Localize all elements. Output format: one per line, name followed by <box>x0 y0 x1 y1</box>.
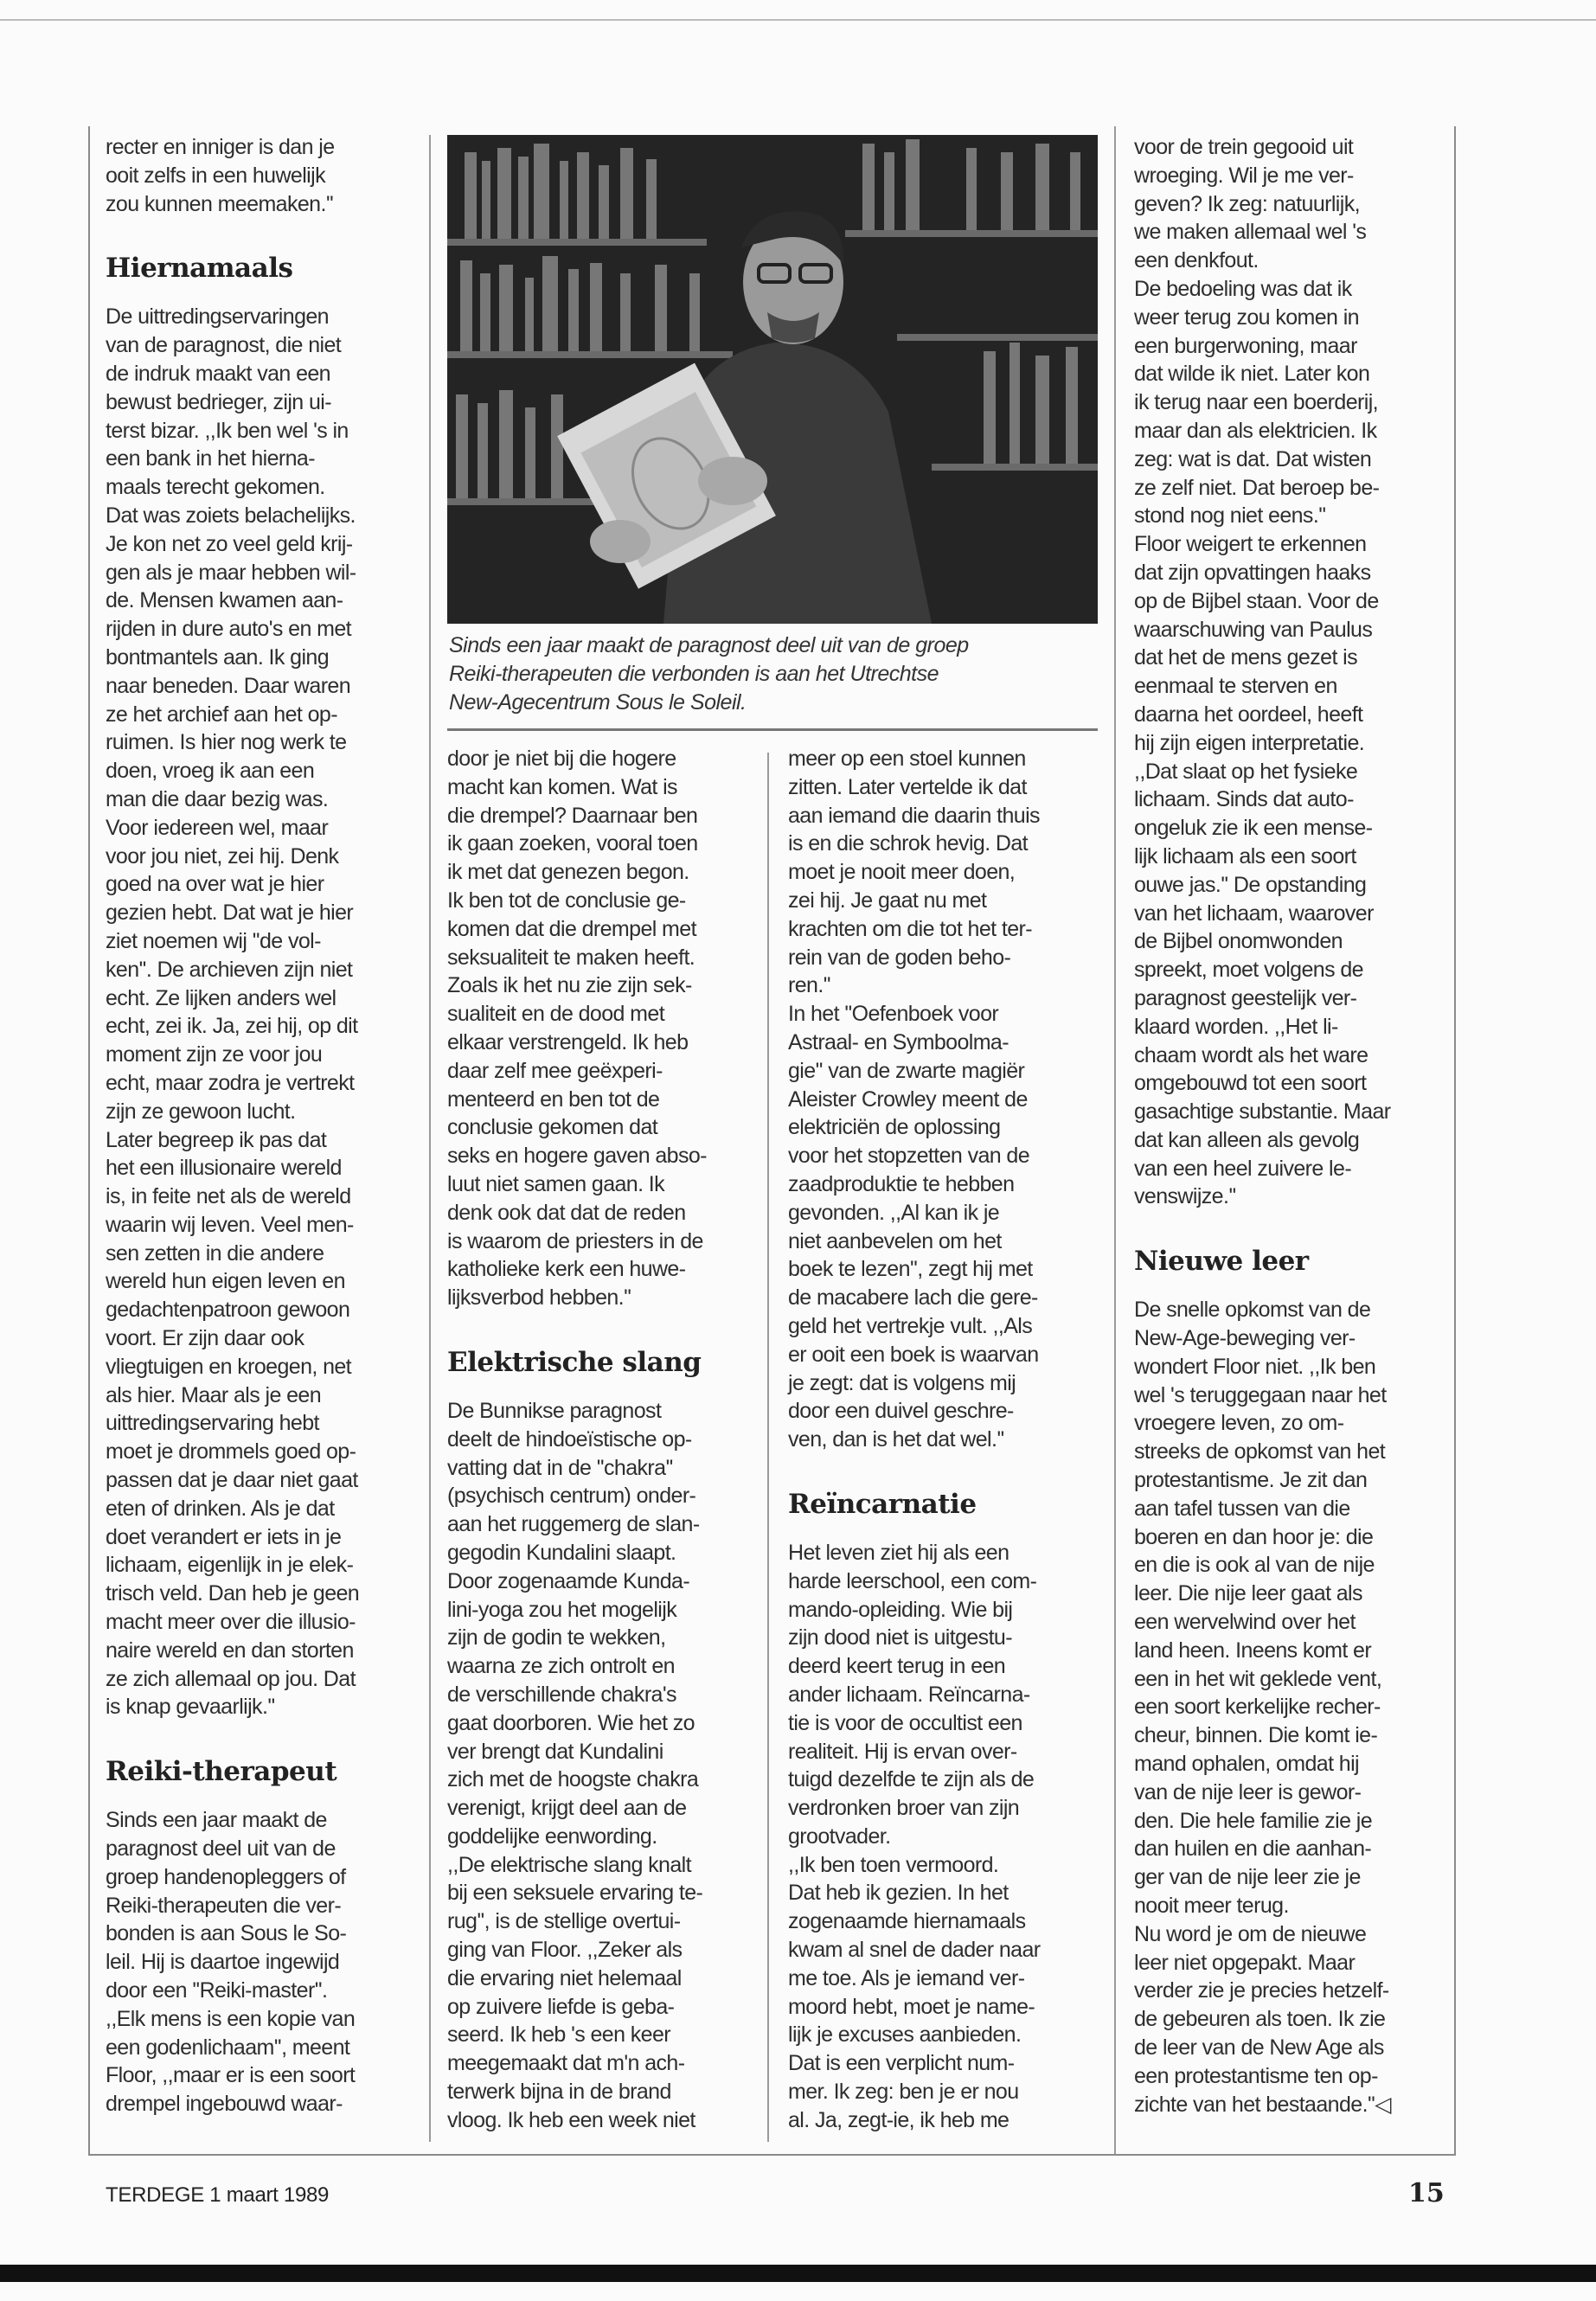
body-text-line: gegodin Kundalini slaapt. <box>447 1540 676 1565</box>
article-column-2 <box>447 745 759 2135</box>
body-text-line: er ooit een boek is waarvan <box>788 1342 1039 1367</box>
body-text-line: van de paragnost, die niet <box>106 333 342 358</box>
body-text-line: zich met de hoogste chakra <box>447 1767 699 1792</box>
body-text-line: Dat is een verplicht num- <box>788 2051 1015 2076</box>
body-text-line: aan tafel tussen van die <box>1134 1496 1350 1521</box>
body-text-line: sualiteit en de dood met <box>447 1002 665 1027</box>
body-text-line: tie is voor de occultist een <box>788 1710 1022 1735</box>
body-text-line: De snelle opkomst van de <box>1134 1298 1371 1323</box>
body-text-line: me toe. Als je iemand ver- <box>788 1965 1025 1990</box>
body-text-line: (psychisch centrum) onder- <box>447 1484 696 1509</box>
body-text-line: macht meer over die illusio- <box>106 1610 356 1635</box>
body-text-line: hij zijn eigen interpretatie. <box>1134 730 1365 755</box>
body-text-line: echt, maar zodra je vertrekt <box>106 1070 355 1095</box>
body-text-line: ging van Floor. ,,Zeker als <box>447 1938 683 1963</box>
body-text-line: zijn ze gewoon lucht. <box>106 1099 296 1124</box>
body-text-line: seks en hogere gaven abso- <box>447 1144 707 1169</box>
body-text-line: vroegere leven, zo om- <box>1134 1411 1344 1436</box>
article-column-4 <box>1134 133 1445 2118</box>
body-text-line: een bank in het hierna- <box>106 446 315 471</box>
body-text-line: Aleister Crowley meent de <box>788 1086 1028 1112</box>
body-text-line: voor het stopzetten van de <box>788 1144 1030 1169</box>
body-text-line: ,,Dat slaat op het fysieke <box>1134 759 1358 784</box>
body-text-line: geven? Ik zeg: natuurlijk, <box>1134 191 1360 216</box>
body-text-line: In het ''Oefenboek voor <box>788 1002 999 1027</box>
body-text-line: Door zogenaamde Kunda- <box>447 1568 690 1593</box>
body-text-line: ouwe jas.'' De opstanding <box>1134 872 1367 897</box>
body-text-line: leil. Hij is daartoe ingewijd <box>106 1950 340 1975</box>
caption-line: New-Agecentrum Sous le Soleil. <box>449 690 747 715</box>
body-text-line: een soort kerkelijke recher- <box>1134 1695 1381 1720</box>
body-text-line: mando-opleiding. Wie bij <box>788 1597 1013 1622</box>
body-text-line: de Bijbel onomwonden <box>1134 929 1343 954</box>
body-text-line: door een ''Reiki-master''. <box>106 1978 328 2003</box>
body-text-line: kwam al snel de dader naar <box>788 1938 1041 1963</box>
body-text-line: spreekt, moet volgens de <box>1134 958 1363 983</box>
body-text-line: elektriciën de oplossing <box>788 1115 1001 1140</box>
body-text-line: nooit meer terug. <box>1134 1894 1289 1919</box>
body-text-line: Sinds een jaar maakt de <box>106 1808 327 1833</box>
body-text-line: drempel ingebouwd waar- <box>106 2092 343 2117</box>
body-text-line: luut niet samen gaan. Ik <box>447 1171 665 1196</box>
body-text-line: voort. Er zijn daar ook <box>106 1326 304 1351</box>
photo-caption <box>449 631 1106 717</box>
body-text-line: tuigd dezelfde te zijn als de <box>788 1767 1035 1792</box>
body-text-line: maals terecht gekomen. <box>106 475 325 500</box>
body-text-line: is en die schrok hevig. Dat <box>788 831 1029 856</box>
body-text-line: waarin wij leven. Veel men- <box>106 1212 354 1237</box>
body-text-line: New-Age-beweging ver- <box>1134 1326 1356 1351</box>
body-text-line: op de Bijbel staan. Voor de <box>1134 588 1379 613</box>
body-text-line: realiteit. Hij is ervan over- <box>788 1739 1017 1764</box>
body-text-line: Nu word je om de nieuwe <box>1134 1921 1367 1946</box>
page-number: 15 <box>1408 2178 1445 2208</box>
body-text-line: Floor weigert te erkennen <box>1134 532 1367 557</box>
body-text-line: mand ophalen, omdat hij <box>1134 1752 1359 1777</box>
body-text-line: ver brengt dat Kundalini <box>447 1739 663 1764</box>
body-text-line: dat zijn opvattingen haaks <box>1134 560 1371 585</box>
body-text-line: Reiki-therapeuten die ver- <box>106 1893 342 1918</box>
body-text-line: eten of drinken. Als je dat <box>106 1496 335 1521</box>
body-text-line: mer. Ik zeg: ben je er nou <box>788 2080 1019 2105</box>
publication-footer: TERDEGE 1 maart 1989 <box>106 2183 330 2207</box>
body-text-line: rijden in dure auto's en met <box>106 617 351 642</box>
body-text-line: ren.'' <box>788 973 831 998</box>
body-text-line: bonden is aan Sous le So- <box>106 1921 347 1946</box>
body-text-line: terst bizar. ,,Ik ben wel 's in <box>106 418 349 443</box>
column-rule <box>429 135 431 2142</box>
body-text-line: uittredingservaring hebt <box>106 1411 319 1436</box>
body-text-line: de verschillende chakra's <box>447 1682 676 1707</box>
body-text-line: wel 's teruggegaan naar het <box>1134 1382 1387 1407</box>
body-text-line: goddelijke eenwording. <box>447 1823 657 1849</box>
body-text-line: ,,Elk mens is een kopie van <box>106 2006 356 2031</box>
body-text-line: dat kan alleen als gevolg <box>1134 1127 1360 1152</box>
body-text-line: zogenaamde hiernamaals <box>788 1909 1026 1934</box>
body-text-line: de indruk maakt van een <box>106 361 330 386</box>
body-text-line: boek te lezen'', zegt hij met <box>788 1257 1033 1282</box>
body-text-line: komen dat die drempel met <box>447 916 696 941</box>
body-text-line: voor jou niet, zei hij. Denk <box>106 843 339 868</box>
body-text-line: wroeging. Wil je me ver- <box>1134 163 1354 188</box>
photo-man-with-book-icon <box>447 135 1098 624</box>
body-text-line: die ervaring niet helemaal <box>447 1965 682 1990</box>
body-text-line: menteerd en ben tot de <box>447 1086 660 1112</box>
body-text-line: ken''. De archieven zijn niet <box>106 957 353 982</box>
body-text-line: een protestantisme ten op- <box>1134 2063 1378 2088</box>
body-text-line: moet je nooit meer doen, <box>788 860 1016 885</box>
body-text-line: vloog. Ik heb een week niet <box>447 2107 695 2132</box>
body-text-line: als hier. Maar als je een <box>106 1382 322 1407</box>
body-text-line: moment zijn ze voor jou <box>106 1042 323 1067</box>
body-text-line: omgebouwd tot een soort <box>1134 1071 1367 1096</box>
article-column-1 <box>106 133 417 2118</box>
body-text-line: ander lichaam. Reïncarna- <box>788 1682 1030 1707</box>
body-text-line: doet verandert er iets in je <box>106 1524 342 1549</box>
section-heading: Nieuwe leer <box>1134 1246 1309 1278</box>
body-text-line: Dat was zoiets belachelijks. <box>106 503 356 528</box>
body-text-line: bontmantels aan. Ik ging <box>106 644 330 670</box>
body-text-line: waarschuwing van Paulus <box>1134 617 1373 642</box>
body-text-line: meer op een stoel kunnen <box>788 747 1026 771</box>
body-text-line: lijksverbod hebben.'' <box>447 1285 631 1311</box>
body-text-line: denk ook dat dat de reden <box>447 1200 686 1225</box>
body-text-line: wondert Floor niet. ,,Ik ben <box>1134 1354 1376 1379</box>
body-text-line: ooit zelfs in een huwelijk <box>106 163 325 188</box>
body-text-line: echt, zei ik. Ja, zei hij, op dit <box>106 1014 358 1039</box>
body-text-line: ik met dat genezen begon. <box>447 860 689 885</box>
body-text-line: de gebeuren als toen. Ik zie <box>1134 2007 1386 2032</box>
body-text-line: klaard worden. ,,Het li- <box>1134 1014 1338 1039</box>
body-text-line: Het leven ziet hij als een <box>788 1540 1010 1565</box>
caption-rule <box>447 728 1098 731</box>
body-text-line: zeg: wat is dat. Dat wisten <box>1134 446 1372 471</box>
body-text-line: paragnost geestelijk ver- <box>1134 985 1357 1010</box>
caption-line: Reiki-therapeuten die verbonden is aan het Utrechtse <box>449 662 939 686</box>
body-text-line: lichaam, eigenlijk in je elek- <box>106 1553 354 1578</box>
body-text-line: Voor iedereen wel, maar <box>106 815 329 840</box>
body-text-line: wereld hun eigen leven en <box>106 1269 345 1294</box>
body-text-line: van het lichaam, waarover <box>1134 901 1374 926</box>
body-text-line: is knap gevaarlijk.'' <box>106 1695 275 1720</box>
body-text-line: niet aanbevelen om het <box>788 1228 1002 1253</box>
body-text-line: zijn de godin te wekken, <box>447 1625 666 1650</box>
body-text-line: ik gaan zoeken, vooral toen <box>447 831 698 856</box>
section-heading: Elektrische slang <box>447 1346 702 1378</box>
body-text-line: gie'' van de zwarte magiër <box>788 1058 1025 1083</box>
body-text-line: zou kunnen meemaken.'' <box>106 191 334 216</box>
body-text-line: gen als je maar hebben wil- <box>106 560 356 585</box>
body-text-line: dat wilde ik niet. Later kon <box>1134 362 1370 387</box>
body-text-line: recter en inniger is dan je <box>106 135 335 159</box>
body-text-line: man die daar bezig was. <box>106 786 329 811</box>
body-text-line: Astraal- en Symboolma- <box>788 1029 1009 1054</box>
article-column-3 <box>788 745 1099 2135</box>
body-text-line: ,,Ik ben toen vermoord. <box>788 1852 999 1877</box>
body-text-line: verenigt, krijgt deel aan de <box>447 1796 687 1821</box>
body-text-line: land heen. Ineens komt er <box>1134 1638 1372 1663</box>
body-text-line: sen zetten in die andere <box>106 1240 324 1266</box>
body-text-line: De Bunnikse paragnost <box>447 1398 662 1423</box>
body-text-line: Floor, ,,maar er is een soort <box>106 2063 356 2088</box>
body-text-line: dat het de mens gezet is <box>1134 645 1357 670</box>
body-text-line: den. Die hele familie zie je <box>1134 1808 1373 1833</box>
body-text-line: deelt de hindoeïstische op- <box>447 1426 692 1452</box>
body-text-line: is waarom de priesters in de <box>447 1228 703 1253</box>
column-rule <box>767 753 769 2142</box>
body-text-line: gezien hebt. Dat wat je hier <box>106 901 354 926</box>
body-text-line: chaam wordt als het ware <box>1134 1042 1368 1067</box>
body-text-line: ze zelf niet. Dat beroep be- <box>1134 475 1380 500</box>
body-text-line: ziet noemen wij ''de vol- <box>106 928 321 953</box>
body-text-line: vatting dat in de ''chakra'' <box>447 1455 673 1480</box>
body-text-line: op zuivere liefde is geba- <box>447 1994 675 2019</box>
body-text-line: katholieke kerk een huwe- <box>447 1257 686 1282</box>
body-text-line: een burgerwoning, maar <box>1134 333 1357 358</box>
body-text-line: Later begreep ik pas dat <box>106 1127 327 1152</box>
body-text-line: ger van de nije leer zie je <box>1134 1865 1361 1890</box>
body-text-line: ruimen. Is hier nog werk te <box>106 730 347 755</box>
body-text-line: terwerk bijna in de brand <box>447 2080 671 2105</box>
body-text-line: die drempel? Daarnaar ben <box>447 803 698 828</box>
body-text-line: ik terug naar een boerderij, <box>1134 390 1378 415</box>
body-text-line: paragnost deel uit van de <box>106 1836 336 1862</box>
body-text-line: een wervelwind over het <box>1134 1610 1356 1635</box>
body-text-line: Je kon net zo veel geld krij- <box>106 531 353 556</box>
body-text-line: seksualiteit te maken heeft. <box>447 945 695 970</box>
body-text-line: eenmaal te sterven en <box>1134 674 1337 699</box>
article-photo <box>447 135 1098 624</box>
body-text-line: passen dat je daar niet gaat <box>106 1468 358 1493</box>
body-text-line: een godenlichaam'', meent <box>106 2035 350 2060</box>
body-text-line: venswijze.'' <box>1134 1184 1236 1209</box>
body-text-line: daarna het oordeel, heeft <box>1134 702 1363 727</box>
body-text-line: moet je drommels goed op- <box>106 1439 356 1465</box>
body-text-line: ven, dan is het dat wel.'' <box>788 1427 1004 1452</box>
body-text-line: harde leerschool, een com- <box>788 1568 1037 1593</box>
body-text-line: zitten. Later vertelde ik dat <box>788 774 1027 799</box>
body-text-line: stond nog niet eens.'' <box>1134 503 1326 529</box>
body-text-line: de. Mensen kwamen aan- <box>106 588 343 613</box>
body-text-line: al. Ja, zegt-ie, ik heb me <box>788 2107 1010 2132</box>
body-text-line: je zegt: dat is volgens mij <box>788 1370 1016 1395</box>
body-text-line: lichaam. Sinds dat auto- <box>1134 787 1354 812</box>
body-text-line: geld het vertrekje vult. ,,Als <box>788 1313 1033 1338</box>
body-text-line: krachten om die tot het ter- <box>788 916 1032 941</box>
body-text-line: we maken allemaal wel 's <box>1134 220 1367 245</box>
body-text-line: weer terug zou komen in <box>1134 304 1359 330</box>
section-heading: Hiernamaals <box>106 253 293 285</box>
body-text-line: van een heel zuivere le- <box>1134 1156 1352 1181</box>
body-text-line: lijk lichaam als een soort <box>1134 843 1356 868</box>
body-text-line: een denkfout. <box>1134 248 1259 273</box>
body-text-line: gaat doorboren. Wie het zo <box>447 1710 695 1735</box>
body-text-line: is, in feite net als de wereld <box>106 1184 351 1209</box>
body-text-line: trisch veld. Dan heb je geen <box>106 1581 360 1606</box>
body-text-line: zichte van het bestaande.''◁ <box>1134 2092 1391 2117</box>
body-text-line: verder zie je precies hetzelf- <box>1134 1978 1389 2003</box>
scan-bottom-edge <box>0 2265 1596 2282</box>
body-text-line: waarna ze zich ontrolt en <box>447 1654 675 1679</box>
body-text-line: leer niet opgepakt. Maar <box>1134 1950 1356 1975</box>
body-text-line: elkaar verstrengeld. Ik heb <box>447 1029 689 1054</box>
body-text-line: aan het ruggemerg de slan- <box>447 1512 700 1537</box>
body-text-line: echt. Ze lijken anders wel <box>106 985 337 1010</box>
body-text-line: boeren en dan hoor je: die <box>1134 1524 1374 1549</box>
body-text-line: Zoals ik het nu zie zijn sek- <box>447 973 692 998</box>
body-text-line: goed na over wat je hier <box>106 872 324 897</box>
body-text-line: leer. Die nije leer gaat als <box>1134 1581 1362 1606</box>
body-text-line: de leer van de New Age als <box>1134 2035 1384 2060</box>
body-text-line: zijn dood niet is uitgestu- <box>788 1625 1012 1650</box>
body-text-line: seerd. Ik heb 's een keer <box>447 2022 670 2048</box>
body-text-line: grootvader. <box>788 1823 891 1849</box>
body-text-line: bij een seksuele ervaring te- <box>447 1881 703 1906</box>
body-text-line: ,,De elektrische slang knalt <box>447 1852 691 1877</box>
body-text-line: doen, vroeg ik aan een <box>106 759 315 784</box>
body-text-line: rug'', is de stellige overtui- <box>447 1909 681 1934</box>
body-text-line: van de nije leer is gewor- <box>1134 1779 1362 1804</box>
body-text-line: moord hebt, moet je name- <box>788 1994 1035 2019</box>
body-text-line: ongeluk zie ik een mense- <box>1134 816 1373 841</box>
body-text-line: zaadproduktie te hebben <box>788 1171 1015 1196</box>
body-text-line: lijk je excuses aanbieden. <box>788 2022 1022 2048</box>
body-text-line: De bedoeling was dat ik <box>1134 276 1352 301</box>
scan-top-edge <box>0 19 1596 21</box>
body-text-line: streeks de opkomst van het <box>1134 1439 1386 1465</box>
caption-line: Sinds een jaar maakt de paragnost deel uit van de groep <box>449 633 969 657</box>
body-text-line: groep handenopleggers of <box>106 1864 346 1889</box>
body-text-line: dan huilen en die aanhan- <box>1134 1836 1372 1862</box>
body-text-line: maar dan als elektricien. Ik <box>1134 418 1377 443</box>
body-text-line: De uittredingservaringen <box>106 304 329 330</box>
body-text-line: ze zich allemaal op jou. Dat <box>106 1666 356 1691</box>
body-text-line: aan iemand die daarin thuis <box>788 803 1040 828</box>
body-text-line: naar beneden. Daar waren <box>106 673 351 698</box>
body-text-line: ze het archief aan het op- <box>106 702 337 727</box>
body-text-line: conclusie gekomen dat <box>447 1115 658 1140</box>
body-text-line: daar zelf mee geëxperi- <box>447 1058 663 1083</box>
section-heading: Reïncarnatie <box>788 1488 977 1520</box>
body-text-line: lini-yoga zou het mogelijk <box>447 1597 677 1622</box>
body-text-line: cheur, binnen. Die komt ie- <box>1134 1723 1378 1748</box>
body-text-line: en die is ook al van de nije <box>1134 1553 1375 1578</box>
body-text-line: de macabere lach die gere- <box>788 1285 1038 1311</box>
body-text-line: gasachtige substantie. Maar <box>1134 1099 1391 1125</box>
body-text-line: het een illusionaire wereld <box>106 1156 342 1181</box>
body-text-line: bewust bedrieger, zijn ui- <box>106 389 331 414</box>
body-text-line: zei hij. Je gaat nu met <box>788 888 987 913</box>
body-text-line: macht kan komen. Wat is <box>447 774 677 799</box>
section-heading: Reiki-therapeut <box>106 1756 337 1788</box>
body-text-line: vliegtuigen en kroegen, net <box>106 1354 352 1379</box>
body-text-line: gedachtenpatroon gewoon <box>106 1298 350 1323</box>
column-rule <box>1114 126 1116 2154</box>
body-text-line: door een duivel geschre- <box>788 1399 1014 1424</box>
body-text-line: gevonden. ,,Al kan ik je <box>788 1200 1000 1225</box>
body-text-line: Dat heb ik gezien. In het <box>788 1881 1009 1906</box>
body-text-line: een in het wit geklede vent, <box>1134 1666 1382 1691</box>
body-text-line: naire wereld en dan storten <box>106 1638 354 1663</box>
body-text-line: deerd keert terug in een <box>788 1654 1006 1679</box>
body-text-line: Ik ben tot de conclusie ge- <box>447 888 686 913</box>
body-text-line: protestantisme. Je zit dan <box>1134 1468 1368 1493</box>
body-text-line: rein van de goden beho- <box>788 945 1011 970</box>
body-text-line: voor de trein gegooid uit <box>1134 135 1354 159</box>
body-text-line: door je niet bij die hogere <box>447 747 676 771</box>
body-text-line: verdronken broer van zijn <box>788 1796 1020 1821</box>
body-text-line: meegemaakt dat m'n ach- <box>447 2051 685 2076</box>
